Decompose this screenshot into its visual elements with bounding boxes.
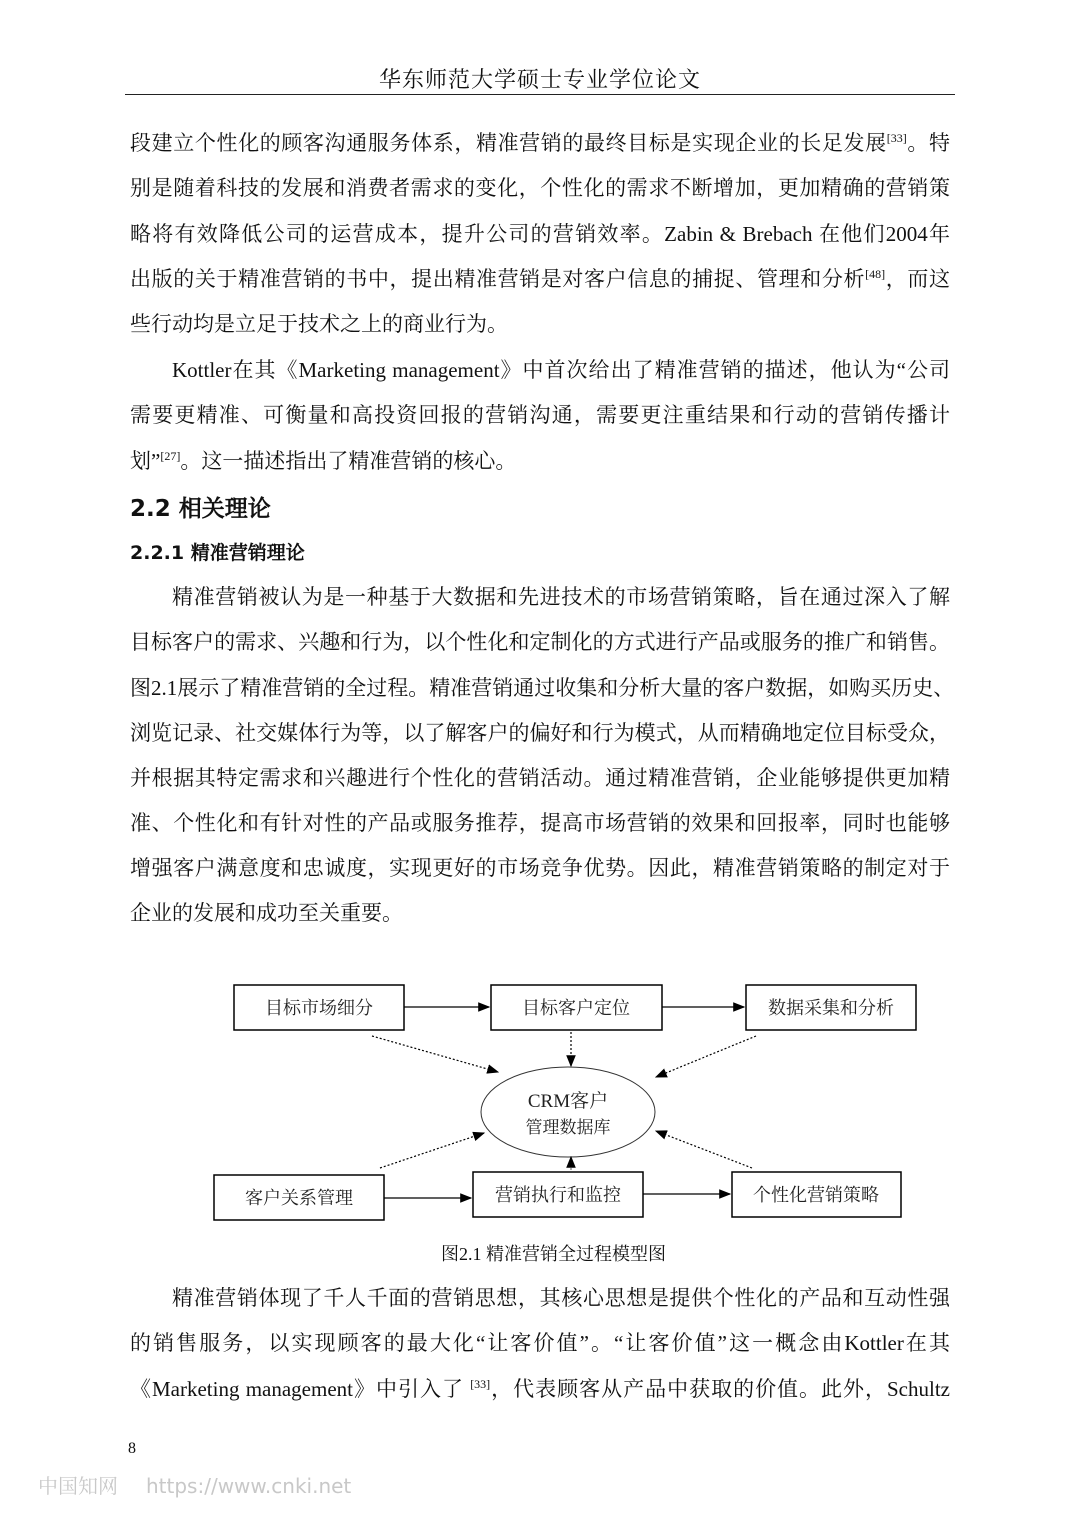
text: 段建立个性化的顾客沟通服务体系，精准营销的最终目标是实现企业的长足发展 [130,131,887,155]
watermark [38,1470,351,1499]
citation[interactable]: [33] [886,131,907,145]
node-label: 数据采集和分析 [768,998,894,1019]
node-relation [214,1175,384,1220]
node-label: 个性化营销策略 [753,1185,879,1206]
dotted-arrow [656,1131,752,1168]
text: ，代表顾客从产品中获取的价值。此外，Schultz [490,1377,950,1401]
text: 出版的关于精准营销的书中，提出精准营销是对客户信息的捕捉、管理和分析 [130,267,866,291]
section-heading: 2.2 相关理论 [130,496,271,522]
text: 。这一描述指出了精准营销的核心。 [180,449,517,473]
text: 划” [130,449,161,473]
text-line: 图2.1展示了精准营销的全过程。精准营销通过收集和分析大量的客户数据，如购买历史、 [130,676,955,700]
text-line: 需要更精准、可衡量和高投资回报的营销沟通，需要更注重结果和行动的营销传播计 [130,403,950,427]
node-label: CRM客户 [527,1091,609,1112]
page-number: 8 [128,1440,136,1457]
node-label: 目标市场细分 [265,998,373,1019]
running-header: 华东师范大学硕士专业学位论文 [378,67,701,92]
citation[interactable]: [33] [470,1377,491,1391]
citation[interactable]: [27] [160,449,181,463]
watermark-logo-text: 中国知网 [38,1474,118,1498]
node-strategy [732,1172,901,1217]
text: ，而这 [885,267,951,291]
text: 。特 [906,131,951,155]
text-line: 目标客户的需求、兴趣和行为，以个性化和定制化的方式进行产品或服务的推广和销售。 [130,630,950,654]
node-execution [473,1172,643,1217]
node-data [746,985,916,1030]
text-line: 精准营销被认为是一种基于大数据和先进技术的市场营销策略，旨在通过深入了解 [172,585,950,609]
node-label: 客户关系管理 [245,1188,353,1209]
citation[interactable]: [48] [865,267,886,281]
dotted-arrow [380,1133,484,1168]
node-label: 营销执行和监控 [495,1185,621,1206]
text-line: 的销售服务，以实现顾客的最大化“让客价值”。“让客价值”这一概念由Kottler在其 [130,1331,950,1355]
node-crm [481,1067,655,1157]
text-line: 精准营销体现了千人千面的营销思想，其核心思想是提供个性化的产品和互动性强 [172,1286,950,1310]
subsection-heading: 2.2.1 精准营销理论 [130,542,305,564]
text-line: 别是随着科技的发展和消费者需求的变化，个性化的需求不断增加，更加精确的营销策 [130,176,950,200]
dotted-arrow [656,1036,756,1077]
text-line: 准、个性化和有针对性的产品或服务推荐，提高市场营销的效果和回报率，同时也能够 [130,811,950,835]
node-segment [234,985,404,1030]
text-line: 浏览记录、社交媒体行为等，以了解客户的偏好和行为模式，从而精确地定位目标受众， [130,721,950,745]
node-position [491,985,662,1030]
node-label: 管理数据库 [525,1118,611,1138]
figure-caption: 图2.1 精准营销全过程模型图 [441,1244,666,1264]
text-line: 企业的发展和成功至关重要。 [130,901,403,925]
text-line: 些行动均是立足于技术之上的商业行为。 [130,312,508,336]
text-line: 增强客户满意度和忠诚度，实现更好的市场竞争优势。因此，精准营销策略的制定对于 [130,856,950,880]
watermark-url: https://www.cnki.net [146,1474,352,1498]
dotted-arrow [372,1036,498,1072]
node-label: 目标客户定位 [522,998,630,1019]
text-line [130,1374,950,1404]
text-line: 并根据其特定需求和兴趣进行个性化的营销活动。通过精准营销，企业能够提供更加精 [130,766,950,790]
text-line: 略将有效降低公司的运营成本，提升公司的营销效率。Zabin & Brebach 在他们2004年 [130,222,950,246]
text: 《Marketing management》中引入了 [130,1377,471,1401]
text-line: Kottler在其《Marketing management》中首次给出了精准营销的描述，他认为“公司 [172,358,950,382]
